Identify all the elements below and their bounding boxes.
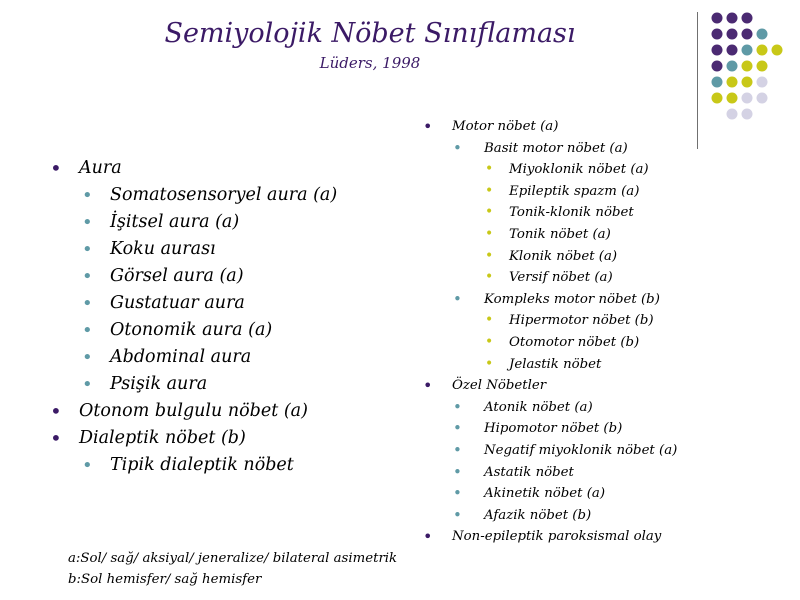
list-item: • Özel Nöbetler — [423, 376, 547, 396]
list-item: • Hipermotor nöbet (b) — [422, 310, 677, 332]
decorative-dot — [712, 29, 723, 40]
bullet-icon: • — [50, 426, 62, 450]
list-item: • Klonik nöbet (a) — [422, 246, 677, 268]
bullet-icon: • — [485, 204, 494, 221]
bullet-icon: • — [485, 182, 494, 199]
bullet-icon: • — [453, 505, 462, 524]
list-item: • Tonik-klonik nöbet — [422, 202, 677, 224]
decorative-dot — [712, 77, 723, 88]
left-bullet-list — [48, 155, 337, 479]
divider-line — [697, 12, 698, 149]
decorative-dot — [757, 93, 768, 104]
bullet-icon: • — [453, 138, 462, 157]
decorative-dot — [742, 61, 753, 72]
list-item: • Koku aurası — [48, 236, 337, 263]
decorative-dot — [727, 109, 738, 120]
decorative-dot — [712, 45, 723, 56]
bullet-icon: • — [82, 212, 93, 233]
list-item: • Otonomik aura (a) — [48, 317, 337, 344]
decorative-dot — [742, 93, 753, 104]
list-item: • Aura — [50, 156, 122, 180]
list-item: • Dialeptik nöbet (b) — [50, 426, 246, 450]
bullet-icon: • — [82, 185, 93, 206]
list-item: • Epileptik spazm (a) — [422, 181, 677, 203]
page-title: Semiyolojik Nöbet Sınıflaması — [164, 18, 576, 49]
decorative-dot — [727, 45, 738, 56]
list-item: • İşitsel aura (a) — [48, 209, 337, 236]
decorative-dot — [727, 61, 738, 72]
decorative-dot — [742, 45, 753, 56]
list-item: • Jelastik nöbet — [422, 354, 677, 376]
list-item: • Hipomotor nöbet (b) — [422, 418, 677, 440]
decorative-dot — [757, 61, 768, 72]
bullet-icon: • — [50, 156, 62, 180]
list-item: • Tonik nöbet (a) — [422, 224, 677, 246]
bullet-icon: • — [453, 462, 462, 481]
list-item: • Afazik nöbet (b) — [422, 505, 677, 527]
decorative-dot — [757, 29, 768, 40]
bullet-icon: • — [485, 247, 494, 264]
list-item: • Otonom bulgulu nöbet (a) — [50, 399, 308, 423]
footnote-a: a:Sol/ sağ/ aksiyal/ jeneralize/ bilateral asimetrik — [68, 551, 398, 566]
bullet-icon: • — [423, 376, 433, 396]
bullet-icon: • — [82, 239, 93, 260]
list-item: • Basit motor nöbet (a) — [422, 138, 677, 160]
decorative-dot — [712, 13, 723, 24]
list-item: • Non-epileptik paroksismal olay — [423, 527, 662, 547]
decorative-dot — [742, 77, 753, 88]
bullet-icon: • — [82, 320, 93, 341]
decorative-dot — [727, 77, 738, 88]
bullet-icon: • — [82, 293, 93, 314]
list-item: • Gustatuar aura — [48, 290, 337, 317]
decorative-dot — [727, 93, 738, 104]
list-item: • Somatosensoryel aura (a) — [48, 182, 337, 209]
list-item: • Akinetik nöbet (a) — [422, 483, 677, 505]
bullet-icon: • — [453, 440, 462, 459]
footnote-b: b:Sol hemisfer/ sağ hemisfer — [68, 572, 262, 587]
decorative-dot — [712, 61, 723, 72]
footnotes — [68, 548, 397, 590]
bullet-icon: • — [485, 333, 494, 350]
decorative-dot — [712, 93, 723, 104]
bullet-icon: • — [485, 355, 494, 372]
dot-grid-decoration — [708, 9, 792, 129]
bullet-icon: • — [453, 289, 462, 308]
list-item: • Atonik nöbet (a) — [422, 397, 677, 419]
decorative-dot — [742, 13, 753, 24]
list-item: • Kompleks motor nöbet (b) — [422, 289, 677, 311]
bullet-icon: • — [485, 161, 494, 178]
bullet-icon: • — [423, 117, 433, 136]
decorative-dot — [727, 13, 738, 24]
bullet-icon: • — [485, 269, 494, 286]
list-item: • Astatik nöbet — [422, 462, 677, 484]
list-item: • Versif nöbet (a) — [422, 267, 677, 289]
decorative-dot — [742, 29, 753, 40]
bullet-icon: • — [453, 484, 462, 503]
list-item: • Miyoklonik nöbet (a) — [422, 159, 677, 181]
page-subtitle: Lüders, 1998 — [319, 54, 421, 72]
list-item: • Abdominal aura — [48, 344, 337, 371]
decorative-dot — [757, 45, 768, 56]
decorative-dot — [757, 77, 768, 88]
bullet-icon: • — [453, 397, 462, 416]
bullet-icon: • — [453, 419, 462, 438]
bullet-icon: • — [82, 347, 93, 368]
decorative-dot — [742, 109, 753, 120]
bullet-icon: • — [485, 225, 494, 242]
bullet-icon: • — [82, 266, 93, 287]
bullet-icon: • — [82, 374, 93, 395]
list-item: • Görsel aura (a) — [48, 263, 337, 290]
bullet-icon: • — [50, 399, 62, 423]
list-item: • Otomotor nöbet (b) — [422, 332, 677, 354]
bullet-icon: • — [82, 455, 93, 476]
bullet-icon: • — [485, 312, 494, 329]
list-item: • Psişik aura — [48, 371, 337, 398]
list-item: • Tipik dialeptik nöbet — [48, 452, 337, 479]
bullet-icon: • — [423, 527, 433, 547]
right-bullet-list — [422, 116, 677, 548]
decorative-dot — [772, 45, 783, 56]
list-item: • Motor nöbet (a) — [423, 117, 559, 136]
decorative-dot — [727, 29, 738, 40]
list-item: • Negatif miyoklonik nöbet (a) — [422, 440, 677, 462]
